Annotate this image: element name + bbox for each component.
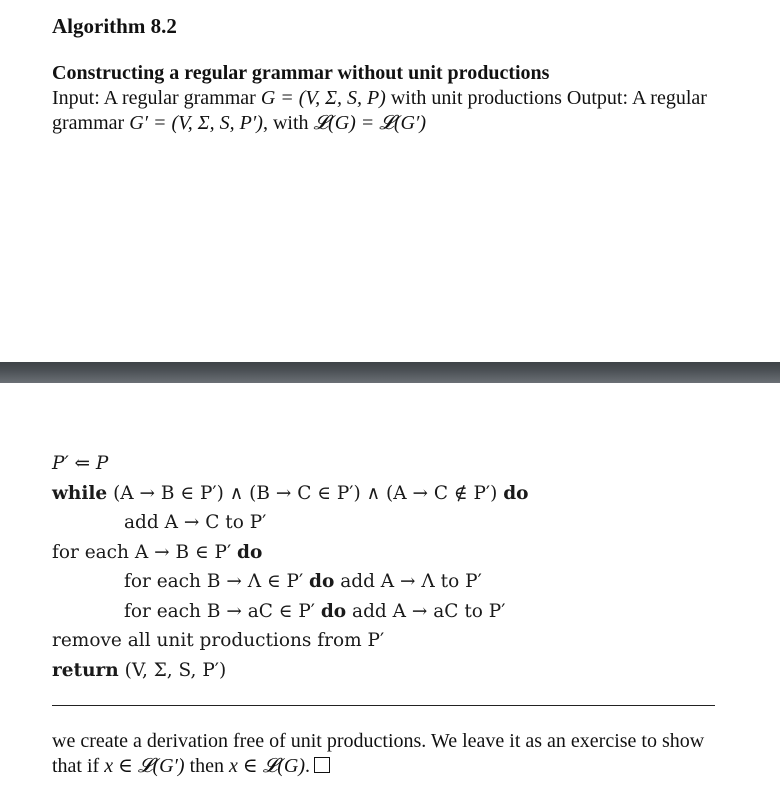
code-line-for-each-lambda <box>52 567 528 597</box>
proof-expr-1: x ∈ 𝓛(G′) <box>104 755 185 777</box>
input-prefix: Input: A regular grammar <box>52 87 261 109</box>
for-each-ac: for each B → aC ∈ P′ <box>124 600 321 622</box>
section-divider <box>0 362 780 383</box>
add-lambda: add A → Λ to P′ <box>334 571 482 592</box>
output-grammar: G′ = (V, Σ, S, P′) <box>129 112 263 134</box>
while-condition: (A → B ∈ P′) ∧ (B → C ∈ P′) ∧ (A → C ∉ P′) <box>107 482 504 504</box>
keyword-do: do <box>237 541 263 563</box>
pseudocode-panel <box>0 383 780 791</box>
code-line-for-each-ac <box>52 597 528 627</box>
code-line-for-each-outer <box>52 538 528 568</box>
code-line-return <box>52 656 528 686</box>
keyword-while: while <box>52 482 108 504</box>
code-remove: remove all unit productions from P′ <box>52 630 385 651</box>
proof-expr-2: x ∈ 𝓛(G) <box>229 755 306 777</box>
proof-text-3: . <box>305 755 311 777</box>
keyword-do: do <box>320 600 347 622</box>
code-line-while <box>52 479 528 509</box>
algorithm-description <box>52 86 732 136</box>
proof-text <box>52 729 732 779</box>
input-grammar: G = (V, Σ, S, P) <box>260 87 386 109</box>
proof-text-1: we create a derivation free of unit productions. We leave it as an exercise to show that if <box>52 730 705 777</box>
keyword-do: do <box>309 571 335 592</box>
for-each-outer: for each A → B ∈ P′ <box>52 541 238 563</box>
proof-text-2: then <box>184 755 230 777</box>
return-value: (V, Σ, S, P′) <box>118 659 227 681</box>
keyword-do: do <box>503 482 529 504</box>
language-equality: 𝓛(G) = 𝓛(G′) <box>313 112 426 134</box>
output-mid: , with <box>262 112 314 134</box>
code-line-assign <box>52 449 528 479</box>
pseudocode-block <box>52 449 528 685</box>
code-assign: P′ ⇐ P <box>52 453 109 474</box>
algorithm-title: Algorithm 8.2 <box>52 14 177 38</box>
code-add: add A → C to P′ <box>124 512 267 533</box>
algorithm-heading: Constructing a regular grammar without unit productions <box>52 62 550 84</box>
keyword-return: return <box>52 659 119 681</box>
add-ac: add A → aC to P′ <box>346 600 506 622</box>
input-suffix: with unit productions Output: A regular grammar <box>52 87 707 134</box>
horizontal-rule <box>52 705 715 706</box>
for-each-lambda: for each B → Λ ∈ P′ <box>124 571 310 592</box>
code-line-add <box>52 508 528 538</box>
algorithm-card <box>0 0 780 362</box>
qed-square-icon <box>314 757 330 773</box>
code-line-remove <box>52 626 528 656</box>
